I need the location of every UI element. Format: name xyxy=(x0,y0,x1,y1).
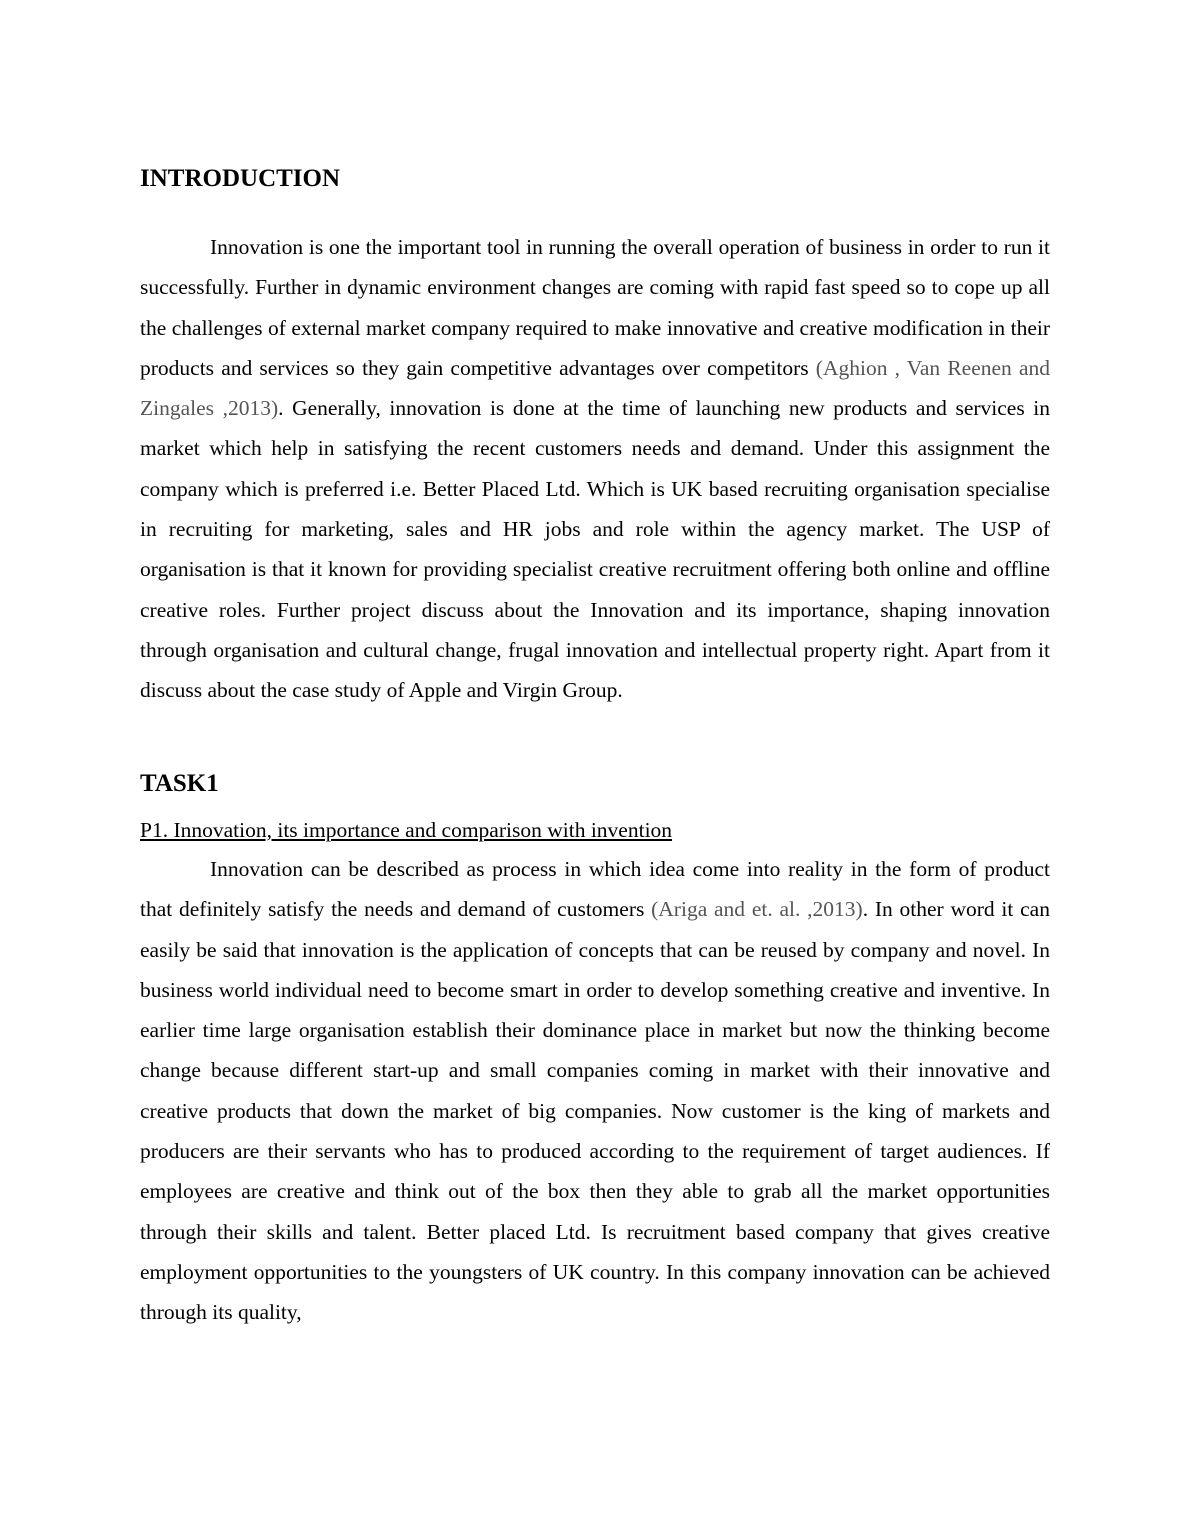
p1-text-part-2: . In other word it can easily be said that innovation is the application of concepts that can be reused by company and novel. In business world individual need to become smart in order to develop something creative and inventive. In earlier time large organisation establish their dominance place in market but now the thinking become change because different start-up and small companies coming in market with their innovative and creative products that down the market of big companies. Now customer is the king of markets and producers are their servants who has to produced according to the requirement of target audiences. If employees are creative and think out of the box then they able to grab all the market opportunities through their skills and talent. Better placed Ltd. Is recruitment based company that gives creative employment opportunities to the youngsters of UK country. In this company innovation can be achieved through its quality, xyxy=(140,897,1050,1325)
introduction-paragraph xyxy=(140,227,1050,711)
introduction-text-part-1: Innovation is one the important tool in running the overall operation of business in order to run it successfully. Further in dynamic environment changes are coming with rapid fast speed so to cope up all the challenges of external market company required to make innovative and creative modification in their products and services so they gain competitive advantages over competitors xyxy=(140,235,1050,380)
p1-text-part-1: Innovation can be described as process in which idea come into reality in the form of product that definitely satisfy the needs and demand of customers xyxy=(140,857,1050,922)
p1-subheading: P1. Innovation, its importance and comparison with invention xyxy=(140,818,673,842)
p1-paragraph xyxy=(140,849,1050,1333)
introduction-citation: (Aghion , Van Reenen and Zingales ,2013) xyxy=(140,355,1051,421)
introduction-heading: INTRODUCTION xyxy=(140,165,341,192)
task1-heading: TASK1 xyxy=(140,770,219,797)
introduction-text-part-2: . Generally, innovation is done at the time of launching new products and services in market which help in satisfying the recent customers needs and demand. Under this assignment the company which is preferred i.e. Better Placed Ltd. Which is UK based recruiting organisation specialise in recruiting for marketing, sales and HR jobs and role within the agency market. The USP of organisation is that it known for providing specialist creative recruitment offering both online and offline creative roles. Further project discuss about the Innovation and its importance, shaping innovation through organisation and cultural change, frugal innovation and intellectual property right. Apart from it discuss about the case study of Apple and Virgin Group. xyxy=(140,396,1050,703)
p1-citation: (Ariga and et. al. ,2013) xyxy=(651,897,863,922)
